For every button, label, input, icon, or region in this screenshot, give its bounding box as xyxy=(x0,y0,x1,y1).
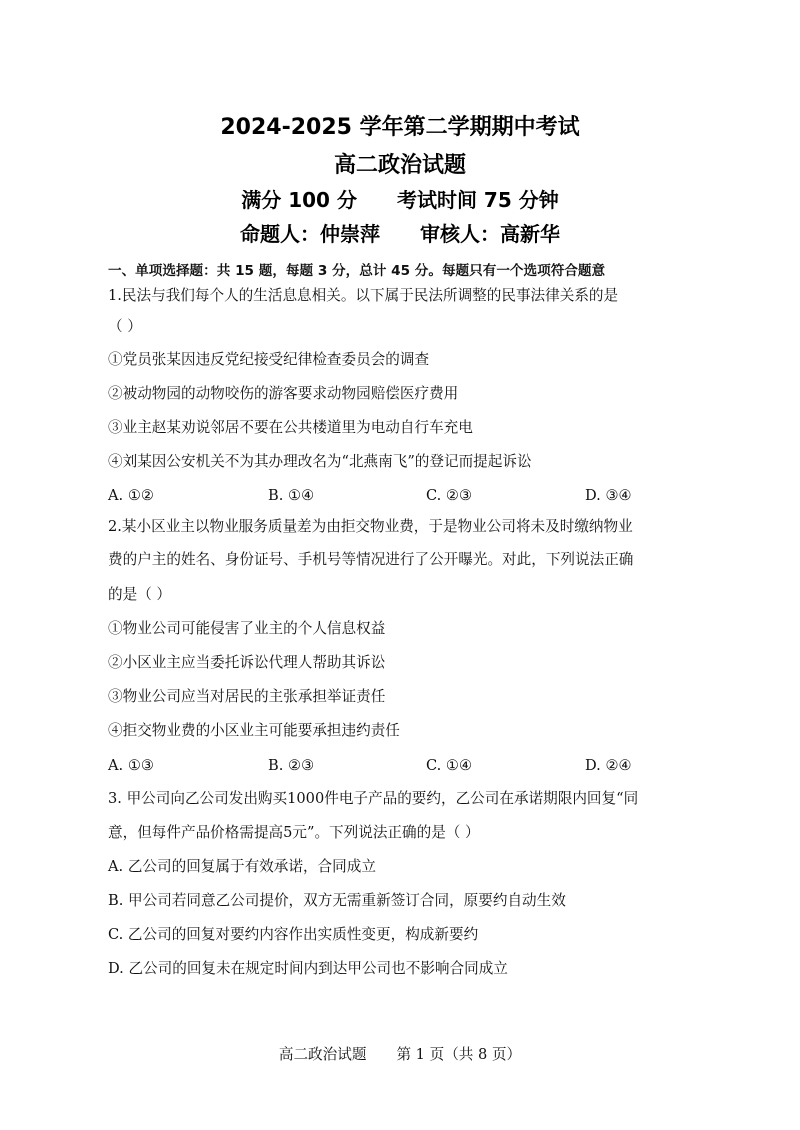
question-2-stem-line-1: 2.某小区业主以物业服务质量差为由拒交物业费，于是物业公司将未及时缴纳物业 xyxy=(108,518,633,535)
page-footer xyxy=(0,1043,800,1064)
exam-subtitle: 高二政治试题 xyxy=(333,153,466,178)
question-2-stem-line-3: 的是（ ） xyxy=(108,586,172,603)
question-1-item-2: ②被动物园的动物咬伤的游客要求动物园赔偿医疗费用 xyxy=(108,385,459,402)
question-3-stem-line-1: 3. 甲公司向乙公司发出购买1000件电子产品的要约，乙公司在承诺期限内回复“同 xyxy=(108,790,639,807)
question-3-option-c[interactable]: C. 乙公司的回复对要约内容作出实质性变更，构成新要约 xyxy=(108,926,479,943)
option-d[interactable]: D. ③④ xyxy=(585,487,632,504)
option-d[interactable]: D. ②④ xyxy=(585,757,632,774)
author-line xyxy=(0,218,800,247)
exam-title: 2024-2025 学年第二学期期中考试 xyxy=(220,115,580,140)
question-1-item-1: ①党员张某因违反党纪接受纪律检查委员会的调查 xyxy=(108,351,430,368)
question-2-item-2: ②小区业主应当委托诉讼代理人帮助其诉讼 xyxy=(108,654,386,671)
option-c[interactable]: C. ②③ xyxy=(426,487,473,504)
question-reviewer: 审核人：高新华 xyxy=(420,222,560,246)
question-author: 命题人：仲崇萍 xyxy=(240,222,380,246)
section-heading: 一、单项选择题：共 15 题，每题 3 分，总计 45 分。每题只有一个选项符合题意 xyxy=(108,263,606,279)
question-2-item-4: ④拒交物业费的小区业主可能要承担违约责任 xyxy=(108,722,400,739)
footer-page-number: 第 1 页（共 8 页） xyxy=(396,1046,522,1063)
question-2-item-3: ③物业公司应当对居民的主张承担举证责任 xyxy=(108,688,386,705)
question-1-item-4: ④刘某因公安机关不为其办理改名为“北燕南飞”的登记而提起诉讼 xyxy=(108,453,532,470)
question-2-item-1: ①物业公司可能侵害了业主的个人信息权益 xyxy=(108,620,386,637)
full-score: 满分 100 分 xyxy=(241,188,357,212)
question-2-stem-line-2: 费的户主的姓名、身份证号、手机号等情况进行了公开曝光。对此，下列说法正确 xyxy=(108,551,634,568)
question-1-stem-line-2: （ ） xyxy=(108,318,142,335)
question-3-option-d[interactable]: D. 乙公司的回复未在规定时间内到达甲公司也不影响合同成立 xyxy=(108,960,508,977)
exam-duration: 考试时间 75 分钟 xyxy=(396,188,559,212)
exam-info-line xyxy=(0,184,800,213)
question-3-stem-line-2: 意，但每件产品价格需提高5元”。下列说法正确的是（ ） xyxy=(108,824,480,841)
option-b[interactable]: B. ①④ xyxy=(268,487,315,504)
option-c[interactable]: C. ①④ xyxy=(426,757,473,774)
footer-subject: 高二政治试题 xyxy=(278,1046,367,1063)
question-3-option-a[interactable]: A. 乙公司的回复属于有效承诺，合同成立 xyxy=(108,858,376,875)
option-b[interactable]: B. ②③ xyxy=(268,757,315,774)
question-1-item-3: ③业主赵某劝说邻居不要在公共楼道里为电动自行车充电 xyxy=(108,419,473,436)
question-3-option-b[interactable]: B. 甲公司若同意乙公司提价，双方无需重新签订合同，原要约自动生效 xyxy=(108,892,566,909)
question-1-stem-line-1: 1.民法与我们每个人的生活息息相关。以下属于民法所调整的民事法律关系的是 xyxy=(108,287,619,304)
option-a[interactable]: A. ①② xyxy=(108,487,154,504)
option-a[interactable]: A. ①③ xyxy=(108,757,154,774)
